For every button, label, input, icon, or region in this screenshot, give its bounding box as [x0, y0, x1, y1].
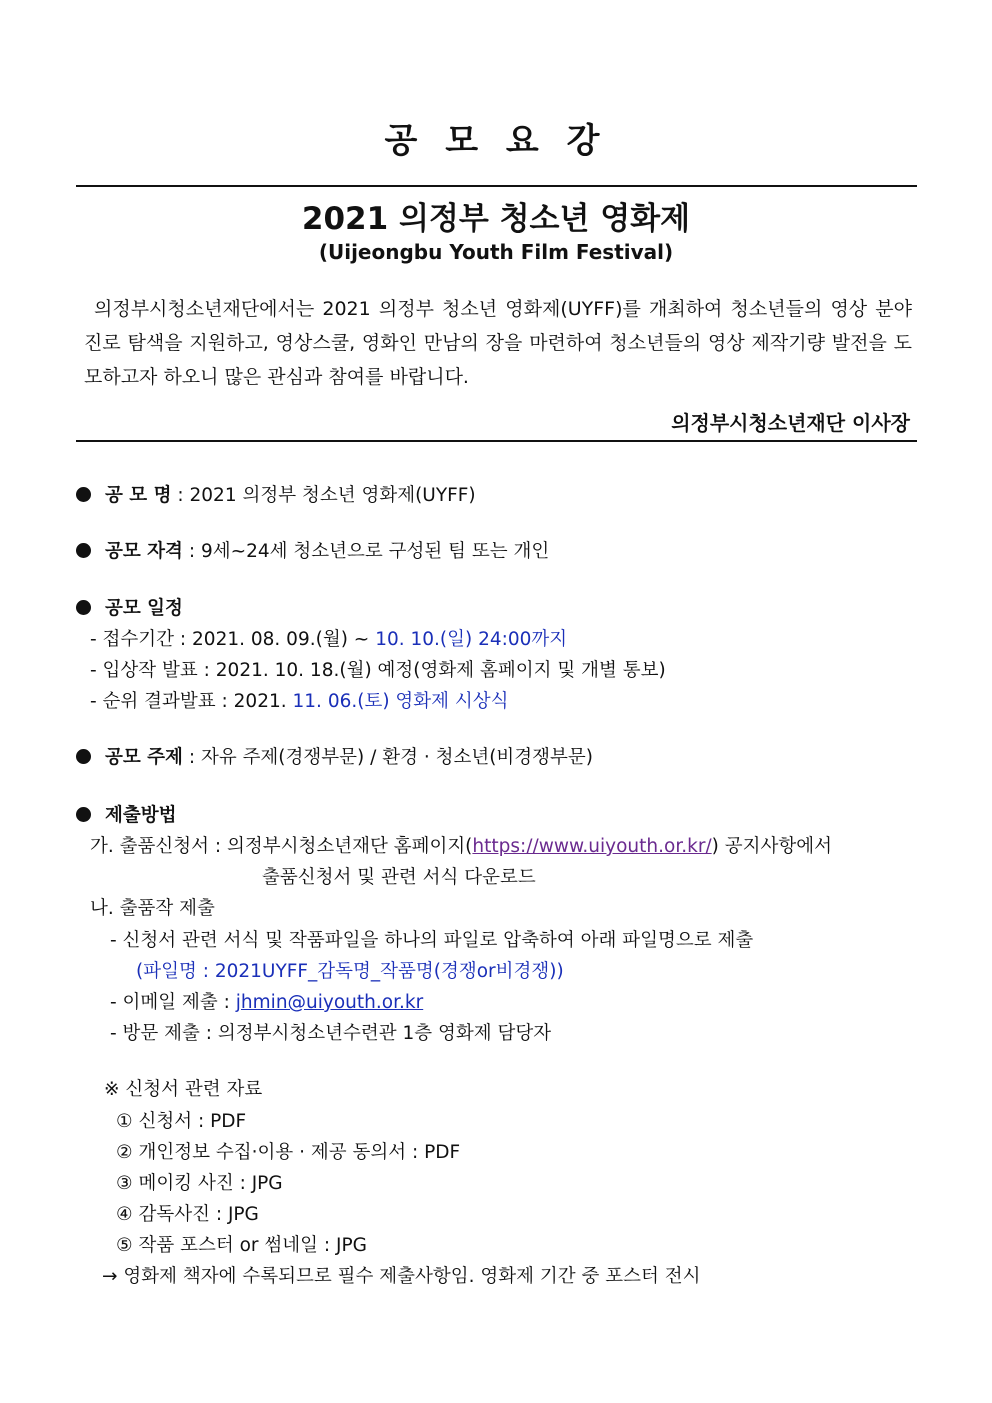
submission-email-prefix: - 이메일 제출 :: [110, 992, 230, 1013]
intro-paragraph: [84, 292, 912, 394]
festival-subtitle: (Uijeongbu Youth Film Festival): [318, 240, 674, 264]
submission-visit: - 방문 제출 : 의정부시청소년수련관 1층 영화제 담당자: [110, 1023, 552, 1044]
schedule-item-3-prefix: - 순위 결과발표 : 2021.: [90, 691, 287, 712]
schedule-item-2: - 입상작 발표 : 2021. 10. 18.(월) 예정(영화제 홈페이지 및 개별 통보): [90, 660, 666, 681]
submission-na-1: - 신청서 관련 서식 및 작품파일을 하나의 파일로 압축하여 아래 파일명으로 제출: [110, 930, 754, 951]
submission-ga-suffix: ) 공지사항에서: [711, 836, 832, 857]
signature: 의정부시청소년재단 이사장: [671, 411, 910, 435]
section-schedule: [76, 594, 183, 620]
submission-na: 나. 출품작 제출: [90, 898, 215, 919]
section-theme: [76, 743, 593, 769]
schedule-item-3-highlight: 11. 06.(토) 영화제 시상식: [292, 691, 509, 712]
intro-text: 의정부시청소년재단에서는 2021 의정부 청소년 영화제(UYFF)를 개최하여 청소년들의 영상 분야 진로 탐색을 지원하고, 영상스쿨, 영화인 만남의 장을 마련하여 청소년들의 영상 제작기량 발전을 도모하고자 하오니 많은 관심과 참여를 바랍니다.: [84, 298, 912, 388]
theme-label: 공모 주제: [105, 747, 183, 768]
materials-note: → 영화제 책자에 수록되므로 필수 제출사항임. 영화제 기간 중 포스터 전시: [102, 1266, 701, 1287]
submission-ga: [90, 832, 832, 858]
schedule-item-1-highlight: 10. 10.(일) 24:00까지: [375, 629, 568, 650]
document-title: 공 모 요 강: [384, 121, 608, 161]
schedule-item-3: [90, 687, 509, 713]
section-submission: [76, 801, 176, 827]
schedule-item-1-prefix: - 접수기간 : 2021. 08. 09.(월) ~: [90, 629, 370, 650]
schedule-label: 공모 일정: [105, 598, 183, 619]
materials-heading: ※ 신청서 관련 자료: [104, 1079, 263, 1100]
materials-item: ③ 메이킹 사진 : JPG: [116, 1173, 283, 1194]
qualification-label: 공모 자격: [105, 541, 183, 562]
festival-title: 2021 의정부 청소년 영화제: [301, 201, 691, 237]
qualification-value: : 9세~24세 청소년으로 구성된 팀 또는 개인: [188, 541, 550, 562]
top-divider: [76, 185, 917, 187]
contest-name-value: : 2021 의정부 청소년 영화제(UYFF): [177, 485, 476, 506]
submission-email: [110, 988, 423, 1014]
bullet-icon: [76, 807, 91, 822]
materials-item: ⑤ 작품 포스터 or 썸네일 : JPG: [116, 1235, 367, 1256]
bottom-divider: [76, 440, 917, 442]
bullet-icon: [76, 543, 91, 558]
bullet-icon: [76, 487, 91, 502]
section-contest-name: [76, 481, 476, 507]
submission-label: 제출방법: [105, 805, 177, 826]
homepage-link[interactable]: https://www.uiyouth.or.kr/: [472, 836, 712, 857]
submission-ga-line2: 출품신청서 및 관련 서식 다운로드: [262, 867, 536, 888]
theme-value: : 자유 주제(경쟁부문) / 환경 · 청소년(비경쟁부문): [188, 747, 594, 768]
schedule-item-1: [90, 625, 567, 651]
contest-name-label: 공 모 명: [105, 485, 172, 506]
materials-item: ② 개인정보 수집·이용 · 제공 동의서 : PDF: [116, 1142, 461, 1163]
submission-filename: (파일명 : 2021UYFF_감독명_작품명(경쟁or비경쟁)): [136, 961, 564, 982]
materials-item: ④ 감독사진 : JPG: [116, 1204, 259, 1225]
section-qualification: [76, 537, 549, 563]
bullet-icon: [76, 600, 91, 615]
bullet-icon: [76, 749, 91, 764]
email-link[interactable]: jhmin@uiyouth.or.kr: [235, 992, 424, 1013]
submission-ga-prefix: 가. 출품신청서 : 의정부시청소년재단 홈페이지(: [90, 836, 473, 857]
materials-item: ① 신청서 : PDF: [116, 1111, 247, 1132]
